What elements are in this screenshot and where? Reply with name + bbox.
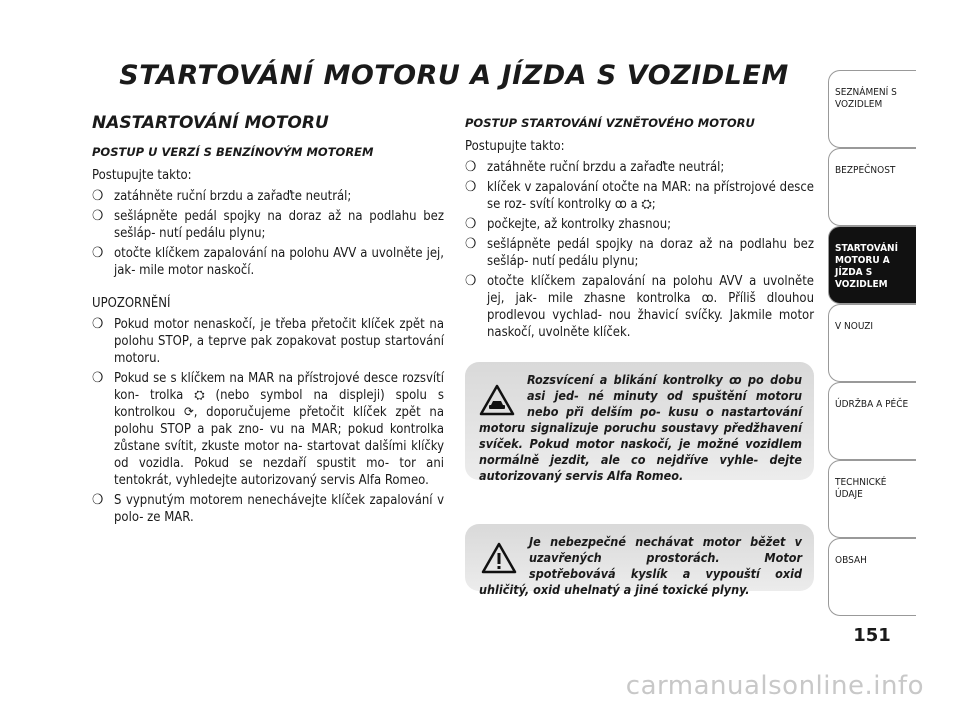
- list-item: ❍ zatáhněte ruční brzdu a zařaďte neutrál;: [92, 188, 352, 204]
- bullet-icon: ❍: [92, 245, 104, 261]
- caution-box-exhaust: [465, 524, 814, 597]
- bullet-icon: ❍: [465, 273, 477, 289]
- petrol-intro: Postupujte takto:: [92, 168, 192, 183]
- list-item: ❍ otočte klíčkem zapalování na polohu AVV a uvolněte jej, jak- mile zhasne kontrolka ꝏ. Příliš dlouhou prodlevou vychlad- nou žhavicí svíčky. Jakmile motor naskočí, uvolněte klíček.: [465, 273, 814, 340]
- list-item: ❍ počkejte, až kontrolky zhasnou;: [465, 216, 672, 232]
- diesel-steps: [465, 159, 814, 341]
- list-item: ❍ sešlápněte pedál spojky na doraz až na podlahu bez sešláp- nutí pedálu plynu;: [465, 236, 814, 269]
- bullet-icon: ❍: [92, 208, 104, 224]
- tab-bezpecnost[interactable]: BEZPEČNOST: [828, 148, 916, 226]
- caution-text-1: Rozsvícení a blikání kontrolky ꝏ po dobu asi jed- né minuty od spuštění motoru nebo při delším po- kusu o nastartování motoru signalizuje poruchu soustavy předžhavení svíček. Pokud motor naskočí, je možné vozidlem normálně jezdit, ale co nejdříve vyhle- dejte autorizovaný servis Alfa Romeo.: [479, 372, 802, 483]
- tab-technicke-udaje[interactable]: TECHNICKÉ ÚDAJE: [828, 460, 916, 538]
- warning-label: UPOZORNĚNÍ: [92, 296, 171, 311]
- page-title: STARTOVÁNÍ MOTORU A JÍZDA S VOZIDLEM: [119, 60, 789, 91]
- section-title: NASTARTOVÁNÍ MOTORU: [92, 113, 329, 133]
- diesel-subtitle: POSTUP STARTOVÁNÍ VZNĚTOVÉHO MOTORU: [465, 116, 755, 130]
- caution-box-glow-plugs: [465, 362, 814, 483]
- petrol-subtitle: POSTUP U VERZÍ S BENZÍNOVÝM MOTOREM: [92, 145, 374, 159]
- bullet-icon: ❍: [92, 188, 104, 204]
- chapter-tabs: [828, 70, 916, 616]
- bullet-icon: ❍: [465, 236, 477, 252]
- petrol-steps: [92, 188, 444, 279]
- bullet-icon: ❍: [465, 216, 477, 232]
- list-item: ❍ zatáhněte ruční brzdu a zařaďte neutrál;: [465, 159, 725, 175]
- list-item: ❍ sešlápněte pedál spojky na doraz až na podlahu bez sešláp- nutí pedálu plynu;: [92, 208, 444, 241]
- bullet-icon: ❍: [92, 316, 104, 332]
- warning-list: [92, 316, 444, 526]
- tab-v-nouzi[interactable]: V NOUZI: [828, 304, 916, 382]
- watermark-text: carmanualsonline.info: [625, 671, 924, 701]
- bullet-icon: ❍: [92, 492, 104, 508]
- caution-text-2: Je nebezpečné nechávat motor běžet v uzavřených prostorách. Motor spotřebovává kyslík a vypouští oxid uhličitý, oxid uhelnatý a jiné toxické plyny.: [479, 534, 802, 597]
- bullet-icon: ❍: [465, 179, 477, 195]
- list-item: ❍ S vypnutým motorem nenechávejte klíček zapalování v polo- ze MAR.: [92, 492, 444, 525]
- page-number: 151: [853, 625, 891, 646]
- list-item: ❍ Pokud se s klíčkem na MAR na přístrojové desce rozsvítí kon- trolka ⛭ (nebo symbol na displeji) spolu s kontrolkou ⟳, doporučujeme přetočit klíček zpět na polohu STOP a pak zno- vu na MAR; pokud kontrolka zůstane svítit, zkuste motor na- startovat dalšími klíčky od vozidla. Pokud se nezdaří spustit mo- tor ani tentokrát, vyhledejte autorizovaný servis Alfa Romeo.: [92, 370, 444, 488]
- warning-icon: [481, 542, 517, 574]
- bullet-icon: ❍: [92, 370, 104, 386]
- tab-udrzba[interactable]: ÚDRŽBA A PÉČE: [828, 382, 916, 460]
- diesel-intro: Postupujte takto:: [465, 139, 565, 154]
- bullet-icon: ❍: [465, 159, 477, 175]
- list-item: ❍ otočte klíčkem zapalování na polohu AVV a uvolněte jej, jak- mile motor naskočí.: [92, 245, 444, 278]
- tab-startovani[interactable]: STARTOVÁNÍ MOTORU A JÍZDA S VOZIDLEM: [828, 226, 916, 304]
- list-item: ❍ klíček v zapalování otočte na MAR: na přístrojové desce se roz- svítí kontrolky ꝏ a ⛭;: [465, 179, 814, 212]
- list-item: ❍ Pokud motor nenaskočí, je třeba přetočit klíček zpět na polohu STOP, a teprve pak zopakovat postup startování motoru.: [92, 316, 444, 366]
- right-column: [465, 115, 814, 345]
- car-warning-icon: [479, 384, 515, 416]
- tab-obsah[interactable]: OBSAH: [828, 538, 916, 616]
- left-column: [92, 115, 444, 530]
- tab-seznameni[interactable]: SEZNÁMENÍ S VOZIDLEM: [828, 70, 916, 148]
